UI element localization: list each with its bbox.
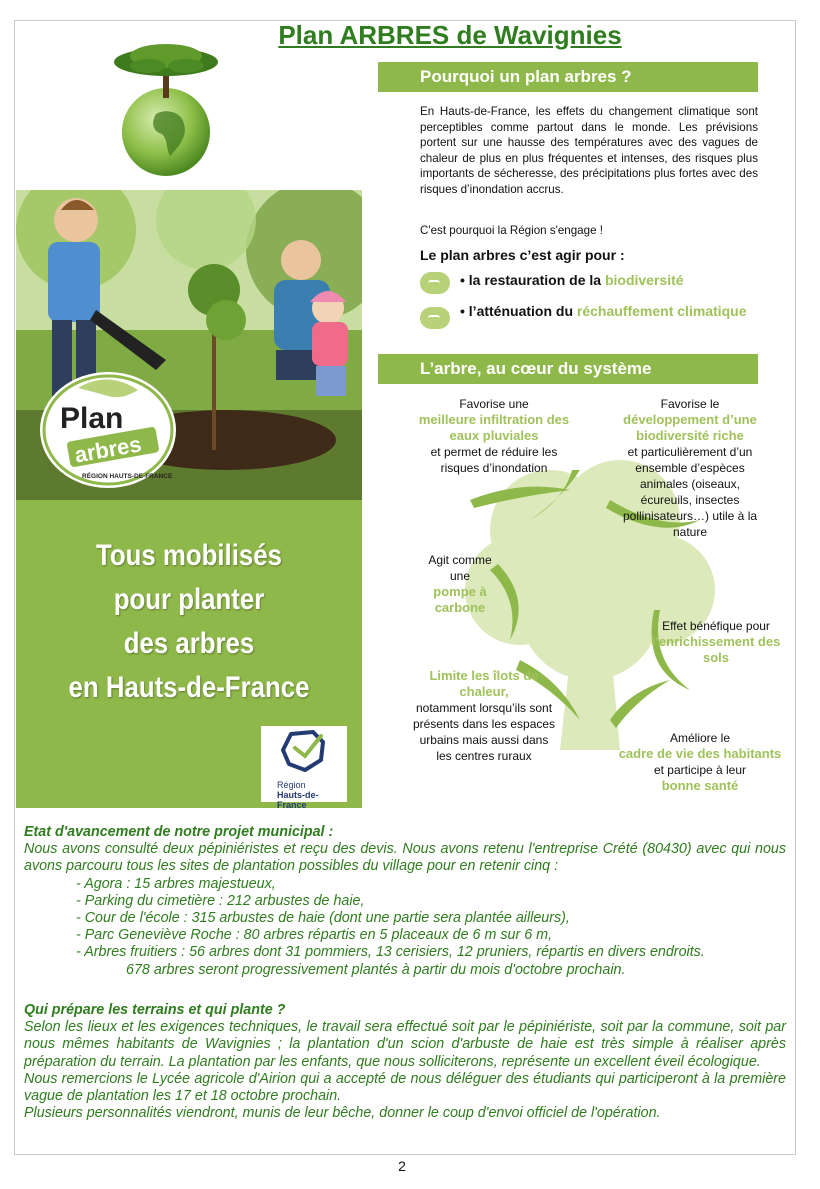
globe-tree-illustration bbox=[108, 36, 226, 178]
box-ilots bbox=[412, 668, 556, 764]
project-item: - Agora : 15 arbres majestueux, bbox=[76, 875, 276, 892]
project-item: - Parc Geneviève Roche : 80 arbres répartis en 5 placeaux de 6 m sur 6 m, bbox=[76, 927, 552, 944]
box-text: Effet bénéfique pour bbox=[662, 619, 770, 633]
slogan-line: pour planter bbox=[113, 583, 265, 616]
box-text: et participe à leur bbox=[653, 763, 747, 777]
why-heading: Pourquoi un plan arbres ? bbox=[378, 62, 758, 92]
box-text: et permet de réduire les risques d’inondation bbox=[430, 445, 558, 475]
plan-logo-word2: arbres bbox=[72, 431, 144, 468]
bullet-highlight: biodiversité bbox=[604, 272, 684, 288]
box-highlight: pompe à carbone bbox=[433, 584, 487, 615]
box-highlight: cadre de vie des habitants bbox=[618, 746, 782, 761]
project-heading: Etat d'avancement de notre projet municipal : bbox=[24, 824, 334, 840]
project-total: 678 arbres seront progressivement plantés à partir du mois d'octobre prochain. bbox=[126, 961, 626, 978]
box-infiltration bbox=[414, 396, 574, 476]
plan-logo-ring: RÉGION HAUTS-DE-FRANCE bbox=[82, 473, 173, 480]
slogan-line: en Hauts-de-France bbox=[68, 671, 310, 704]
plan-logo-word1: Plan bbox=[60, 402, 124, 435]
box-cadre bbox=[618, 730, 782, 794]
box-highlight: l’enrichissement des sols bbox=[651, 634, 781, 665]
page-title: Plan ARBRES de Wavignies bbox=[278, 20, 622, 50]
project-section bbox=[24, 824, 786, 979]
project-item: - Cour de l'école : 315 arbustes de haie (dont une partie sera plantée ailleurs), bbox=[76, 910, 570, 927]
slogan bbox=[40, 534, 338, 710]
box-highlight: meilleure infiltration des eaux pluviales bbox=[418, 412, 570, 443]
prep-paragraph: Plusieurs personnalités viendront, munis de leur bêche, donner le coup d'envoi officiel de l'opération. bbox=[24, 1105, 661, 1122]
box-highlight: Limite les îlots de chaleur, bbox=[429, 668, 539, 699]
bullet-prefix: • l’atténuation du bbox=[460, 303, 577, 319]
prep-heading: Qui prépare les terrains et qui plante ? bbox=[24, 1002, 286, 1018]
wave-icon bbox=[420, 272, 450, 294]
region-map-icon bbox=[261, 726, 347, 776]
box-text: Améliore le bbox=[669, 731, 731, 745]
why-paragraph: En Hauts-de-France, les effets du changement climatique sont perceptibles comme partout dans le monde. Les prévisions portent sur une hausse des températures avec des vagues de chaleur de plus en plus fréquentes et intenses, des risques plus importants de sécheresse, des précipitations plus fortes avec des risques d’inondation accrus. bbox=[420, 105, 758, 196]
prep-paragraph: Selon les lieux et les exigences techniques, le travail sera effectué soit par le pépiniériste, soit par la commune, soit par nous mêmes habitants de Wavignies ; la plantation d'un scion d'arbuste de haie est très simple à réaliser après préparation du terrain. La plantation par les enfants, que nous solliciterons, représente un excellent éveil écologique. bbox=[24, 1019, 786, 1070]
bullet-prefix: • la restauration de la bbox=[460, 272, 605, 288]
region-logo-small: Région bbox=[277, 780, 306, 790]
project-item: - Arbres fruitiers : 56 arbres dont 31 pommiers, 13 cerisiers, 12 pruniers, répartis en divers endroits. bbox=[76, 944, 705, 961]
prep-paragraph: Nous remercions le Lycée agricole d'Airion qui a accepté de nous déléguer des étudiants qui participeront à la première vague de plantation les 17 et 18 octobre prochain. bbox=[24, 1070, 786, 1105]
slogan-panel bbox=[16, 500, 362, 808]
box-biodiversite bbox=[620, 396, 760, 540]
box-carbone bbox=[418, 552, 502, 616]
box-highlight: développement d’une biodiversité riche bbox=[623, 412, 757, 443]
box-sols bbox=[646, 618, 786, 666]
prep-section bbox=[24, 1002, 786, 1122]
bullet-highlight: réchauffement climatique bbox=[576, 303, 747, 319]
region-logo bbox=[261, 726, 347, 810]
box-text: Favorise une bbox=[459, 397, 529, 411]
box-text: Favorise le bbox=[660, 397, 720, 411]
region-logo-name: Hauts-de-France bbox=[277, 790, 319, 810]
box-text: notamment lorsqu’ils sont présents dans les espaces urbains mais aussi dans les centres ruraux bbox=[412, 701, 556, 763]
project-intro: Nous avons consulté deux pépiniéristes et reçu des devis. Nous avons retenu l'entreprise Crété (80430) avec qui nous avons parcouru tous les sites de plantation possibles du village pour en retenir cinq : bbox=[24, 841, 786, 875]
page-number: 2 bbox=[398, 1158, 406, 1174]
box-text: et particulièrement d’un ensemble d’espèces animales (oiseaux, écureuils, insectes pollinisateurs…) utile à la nature bbox=[622, 445, 758, 539]
plan-arbres-logo bbox=[38, 370, 178, 490]
slogan-line: Tous mobilisés bbox=[96, 539, 282, 572]
box-text: Agit comme une bbox=[428, 553, 492, 583]
agir-title: Le plan arbres c’est agir pour : bbox=[420, 247, 625, 263]
system-heading: L’arbre, au cœur du système bbox=[378, 354, 758, 384]
project-item: - Parking du cimetière : 212 arbustes de haie, bbox=[76, 892, 365, 909]
box-highlight: bonne santé bbox=[661, 778, 739, 793]
wave-icon bbox=[420, 307, 450, 329]
slogan-line: des arbres bbox=[123, 627, 255, 660]
engage-line: C'est pourquoi la Région s'engage ! bbox=[420, 224, 603, 237]
